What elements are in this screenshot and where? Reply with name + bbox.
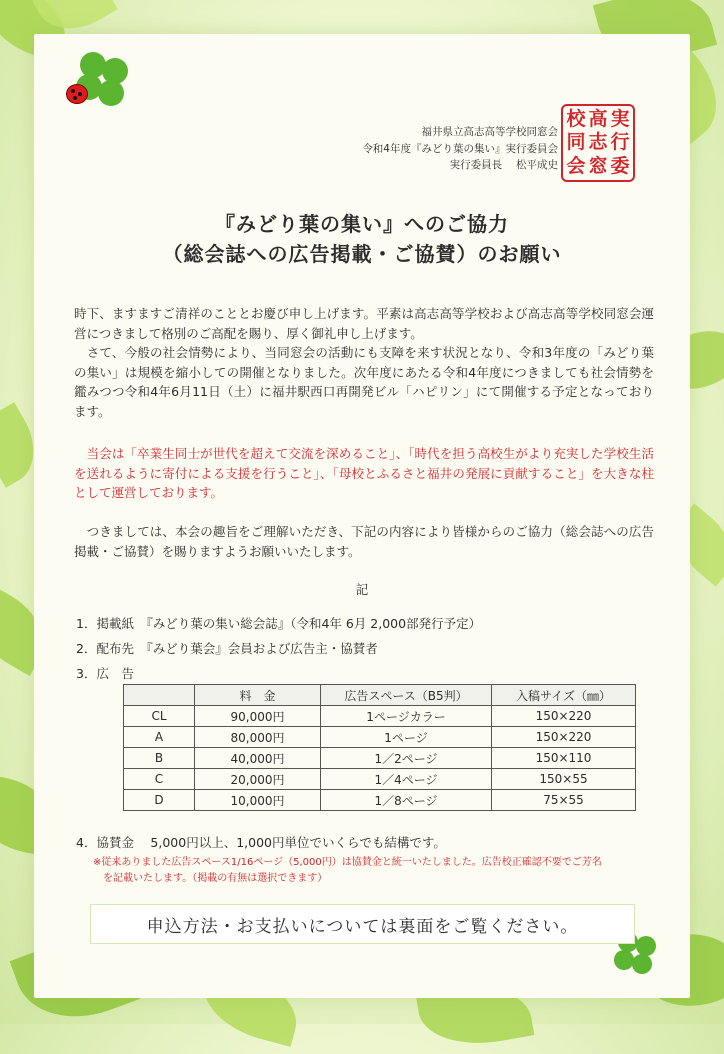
size-cell: 150×220 (492, 706, 636, 727)
note-block (93, 855, 602, 887)
official-seal (561, 104, 635, 182)
space-cell: 1ページカラー (321, 706, 492, 727)
ki-heading: 記 (355, 582, 369, 597)
size-cell: 75×55 (492, 790, 636, 811)
request-paragraph: つきましては、本会の趣旨をご理解いただき、下記の内容により皆様からのご協力（総会誌への広告掲載・ご協賛）を賜りますようお願いいたします。 (74, 524, 654, 559)
ad-price-table (123, 684, 636, 811)
seal-glyph: 会 (566, 154, 586, 177)
ladybug-icon (66, 84, 88, 104)
table-row (124, 748, 636, 769)
price-cell: 80,000円 (195, 727, 321, 748)
seal-glyph: 同 (566, 131, 586, 154)
table-row (124, 706, 636, 727)
seal-glyph: 行 (610, 131, 630, 154)
space-cell: 1ページ (321, 727, 492, 748)
seal-glyph: 実 (610, 108, 630, 131)
table-row (124, 727, 636, 748)
size-cell: 150×110 (492, 748, 636, 769)
situation-paragraph: さて、今般の社会情勢により、当同窓会の活動にも支障を来す状況となり、令和3年度の「みどり葉の集い」は規模を縮小しての開催となりました。次年度にあたる令和4年度につきましても社会情勢を鑑みつつ令和4年6月11日（土）に福井駅西口再開発ビル「ハピリン」にて開催する予定となっております。 (74, 345, 654, 419)
size-cell: 150×220 (492, 727, 636, 748)
sender-chairperson: 実行委員長 松平成史 (449, 159, 558, 171)
seal-glyph: 高 (588, 108, 608, 131)
price-cell: 40,000円 (195, 748, 321, 769)
seal-glyph: 委 (610, 154, 630, 177)
price-cell: 10,000円 (195, 790, 321, 811)
header-cell: 入稿サイズ（㎜） (492, 685, 636, 706)
seal-glyph: 窓 (588, 154, 608, 177)
price-cell: 90,000円 (195, 706, 321, 727)
space-cell: 1／8ページ (321, 790, 492, 811)
table-header-row (124, 685, 636, 706)
plan-cell: D (124, 790, 195, 811)
item-publication: 1．掲載紙 『みどり葉の集い総会誌』（令和4年 6月 2,000部発行予定） (76, 616, 482, 631)
space-cell: 1／2ページ (321, 748, 492, 769)
purpose-paragraph: 当会は「卒業生同士が世代を超えて交流を深めること」、「時代を担う高校生がより充実した学校生活を送れるように寄付による支援を行うこと」、「母校とふるさと福井の発展に貢献すること」を大きな柱として運営しております。 (74, 446, 654, 500)
table-row (124, 769, 636, 790)
note-line-1: ※従来ありました広告スペース1/16ページ（5,000円）は協賛金と統一いたしました。広告校正確認不要でご芳名 (93, 857, 602, 868)
sender-organization: 福井県立高志高等学校同窓会 (421, 126, 558, 138)
header-cell (124, 685, 195, 706)
item-distribution: 2．配布先 『みどり葉会』会員および広告主・協賛者 (76, 641, 378, 656)
greeting-paragraph: 時下、ますますご清祥のこととお慶び申し上げます。平素は高志高等学校および高志高等学校同窓会運営につきまして格別のご高配を賜り、厚く御礼申し上げます。 (74, 306, 654, 341)
title-line-1: 『みどり葉の集い』へのご協力 (215, 212, 509, 236)
plan-cell: B (124, 748, 195, 769)
back-page-notice: 申込方法・お支払いについては裏面をご覧ください。 (90, 904, 635, 944)
space-cell: 1／4ページ (321, 769, 492, 790)
header-cell: 広告スペース（B5判） (321, 685, 492, 706)
note-line-2: を記載いたします。（掲載の有無は選択できます） (103, 873, 328, 884)
title-line-2: （総会誌への広告掲載・ご協賛）のお願い (162, 242, 562, 266)
table-row (124, 790, 636, 811)
sender-committee: 令和4年度『みどり葉の集い』実行委員会 (362, 142, 558, 155)
size-cell: 150×55 (492, 769, 636, 790)
price-cell: 20,000円 (195, 769, 321, 790)
item-advertisement: 3．広 告 (76, 666, 134, 681)
item-sponsorship: 4．協賛金 5,000円以上、1,000円単位でいくらでも結構です。 (76, 835, 446, 850)
header-cell: 料 金 (195, 685, 321, 706)
sender-block (362, 124, 558, 174)
plan-cell: A (124, 727, 195, 748)
plan-cell: CL (124, 706, 195, 727)
seal-glyph: 校 (566, 108, 586, 131)
seal-glyph: 志 (588, 131, 608, 154)
plan-cell: C (124, 769, 195, 790)
